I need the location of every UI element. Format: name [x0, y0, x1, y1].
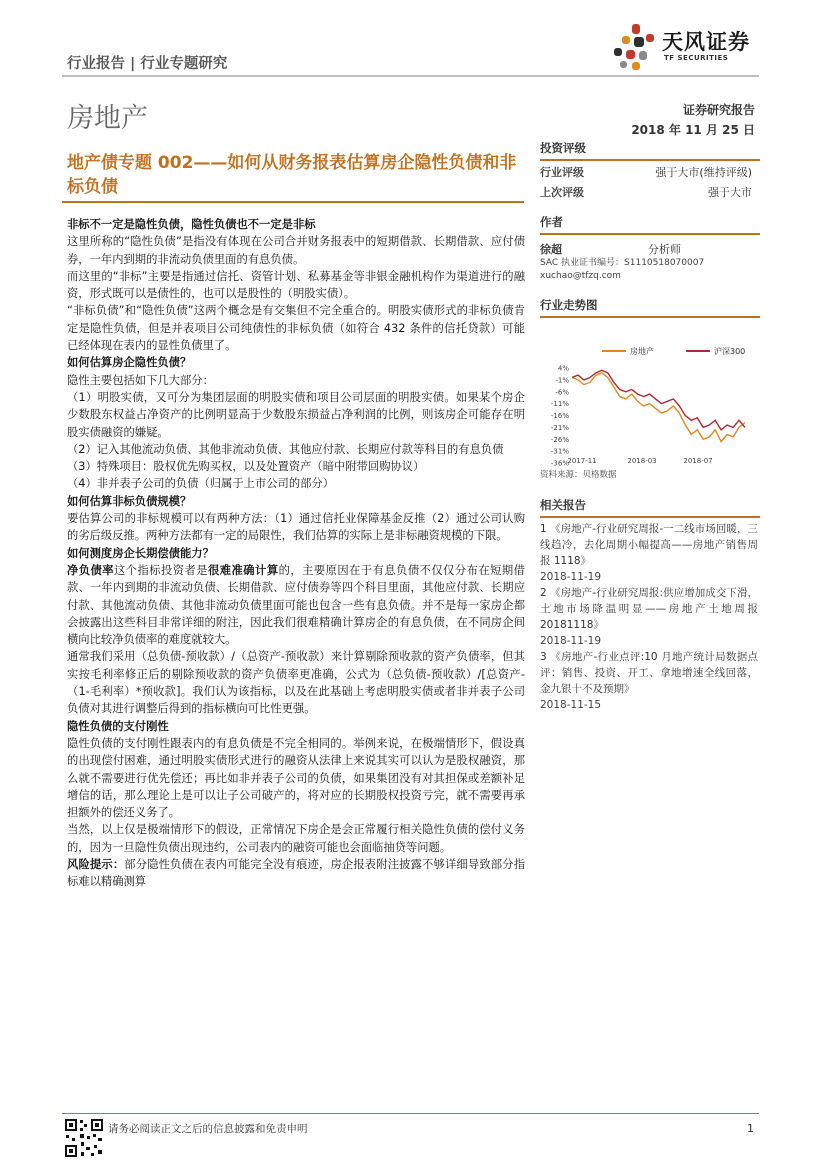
paragraph: （3）特殊项目：股权优先购买权，以及处置资产（暗中附带回购协议）: [67, 460, 425, 474]
report-title: 地产债专题 002——如何从财务报表估算房企隐性负债和非标负债: [67, 153, 517, 197]
risk-warning: [67, 856, 525, 891]
rating-divider: [540, 159, 760, 161]
sector-title: 房地产: [67, 103, 148, 134]
risk-text: 部分隐性负债在表内可能完全没有痕迹，房企报表附注披露不够详细导致部分指标难以精确测算: [67, 857, 525, 889]
footer-disclaimer[interactable]: 请务必阅读正文之后的信息披露和免责申明: [108, 1123, 308, 1135]
author-name: 徐超: [540, 243, 562, 256]
paragraph-text: 这个指标投资者是: [114, 563, 209, 577]
industry-trend-chart: [540, 322, 762, 466]
related-divider: [540, 516, 760, 518]
rating-row: [540, 163, 760, 183]
author-section-title: 作者: [540, 215, 563, 229]
rating-section-title: 投资评级: [540, 141, 586, 155]
chart-section-title: 行业走势图: [540, 298, 598, 312]
chart-divider: [540, 316, 760, 318]
author-name-row: [540, 242, 760, 257]
related-report-date: 2018-11-19: [540, 571, 602, 583]
section-heading: 如何测度房企长期偿债能力？: [67, 546, 214, 560]
brand-logo: [612, 20, 762, 72]
related-report-date: 2018-11-19: [540, 635, 602, 647]
term-bold: 净负债率: [67, 563, 115, 577]
page-number: 1: [747, 1122, 754, 1135]
paragraph: 这里所称的“隐性负债”是指没有体现在公司合并财务报表中的短期借款、长期借款、应付债券，一年内到期的非流动负债里面的有息负债。: [67, 235, 525, 266]
related-report-date: 2018-11-15: [540, 699, 602, 711]
paragraph: [67, 562, 525, 648]
section-heading: 隐性负债的支付刚性: [67, 719, 169, 733]
y-tick-label: -1%: [555, 376, 569, 385]
legend-label: 房地产: [630, 347, 654, 356]
legend-label: 沪深300: [714, 347, 746, 356]
report-type: 证券研究报告: [682, 103, 755, 117]
rating-panel: [540, 140, 760, 203]
author-panel: [540, 214, 760, 283]
paragraph: 要估算公司的非标规模可以有两种方法：（1）通过信托业保障基金反推（2）通过公司认购的劣后级反推。两种方法都有一定的局限性，我们估算的实际上是非标融资规模的下限。: [67, 512, 525, 543]
x-tick-label: 2018-07: [683, 457, 713, 465]
section-heading: 非标不一定是隐性负债，隐性负债也不一定是非标: [67, 218, 316, 231]
paragraph: 通常我们采用（总负债-预收款）/（总资产-预收款）来计算剔除预收款的资产负债率，但其实按毛利率修正后的剔除预收款的资产负债率更准确，公式为（总负债-预收款）/[总资产-（1-毛利率）*预收款]。我们认为该指标，以及在此基础上考虑明股实债或者非并表子公司负债对其进行调整后得到的指标横向可比性更强。: [67, 650, 525, 716]
y-tick-label: -36%: [550, 459, 569, 466]
author-email[interactable]: xuchao@tfzq.com: [540, 271, 621, 281]
y-tick-label: -31%: [550, 447, 569, 456]
report-date: 2018 年 11 月 25 日: [631, 123, 755, 137]
main-body: [67, 216, 525, 891]
brand-name: 天风证券: [662, 30, 750, 54]
author-sac: SAC 执业证书编号：S1110518070007: [540, 258, 705, 268]
author-role: 分析师: [648, 243, 681, 256]
paragraph-text: 的，主要原因在于有息负债不仅仅分布在短期借款、一年内到期的非流动负债、长期借款、应付债券等四个科目里面，其他应付款、长期应付款、其他流动负债、其他非流动负债里面可能也包含一些有息负债。并不是每一家房企都会披露出这些科目非常详细的附注，因此我们很难精确计算房企的有息负债，在不同房企间横向比较净负债率的难度就较大。: [67, 563, 525, 647]
paragraph: 当然，以上仅是极端情形下的假设，正常情况下房企是会正常履行相关隐性负债的偿付义务的，因为一旦隐性负债出现违约，公司表内的融资可能也会面临抽贷等问题。: [67, 823, 525, 854]
paragraph: （2）记入其他流动负债、其他非流动负债、其他应付款、长期应付款等科目的有息负债: [67, 442, 504, 456]
paragraph: “非标负债”和“隐性负债”这两个概念是有交集但不完全重合的。明股实债形式的非标负债肯定是隐性负债，但是并表项目公司纯债性的非标负债（如符合 432 条件的信托贷款）可能已经体现在表内的显性负债里了。: [67, 304, 525, 353]
qr-code-icon: [64, 1118, 104, 1158]
paragraph: （4）非并表子公司的负债（归属于上市公司的部分）: [67, 477, 335, 491]
related-list: [540, 521, 758, 713]
footer-divider: [62, 1113, 759, 1114]
rating-value: 强于大市: [708, 186, 752, 199]
brand-mark-icon: [612, 20, 660, 72]
risk-label: 风险提示：: [67, 857, 125, 871]
related-report-link[interactable]: 1 《房地产-行业研究周报-一二线市场回暖，三线趋冷，去化周期小幅提高——房地产销售周报 1118》: [540, 523, 758, 567]
paragraph: （1）明股实债，又可分为集团层面的明股实债和项目公司层面的明股实债。如果某个房企少数股东权益占净资产的比例明显高于少数股东损益占净利润的比例，则该房企可能存在明股实债融资的嫌疑。: [67, 390, 525, 439]
related-report-link[interactable]: 3 《房地产-行业点评:10 月地产统计局数据点评：销售、投资、开工、拿地增速全线回落，金九银十不及预期》: [540, 651, 758, 695]
paragraph: 隐性主要包括如下几大部分：: [67, 373, 214, 387]
x-tick-label: 2018-03: [627, 457, 657, 465]
section-heading: 如何估算非标负债规模？: [67, 494, 192, 508]
title-divider: [62, 201, 524, 203]
author-divider: [540, 233, 760, 235]
series-line: [572, 370, 745, 429]
chart-svg: [540, 322, 762, 466]
y-tick-label: -26%: [550, 435, 569, 444]
y-tick-label: -11%: [550, 400, 569, 409]
rating-value: 强于大市(维持评级): [655, 166, 752, 179]
related-section-title: 相关报告: [540, 498, 586, 512]
related-report-link[interactable]: 2 《房地产-行业研究周报:供应增加成交下滑，土地市场降温明显——房地产土地周报 20181118》: [540, 587, 758, 631]
related-panel: [540, 497, 760, 713]
rating-label: 上次评级: [540, 186, 584, 199]
term-bold: 很难准确计算: [208, 563, 279, 577]
x-tick-label: 2017-11: [567, 457, 597, 465]
y-tick-label: -16%: [550, 412, 569, 420]
rating-row: [540, 183, 760, 203]
breadcrumb: 行业报告 | 行业专题研究: [67, 56, 228, 72]
y-tick-label: -6%: [555, 388, 569, 397]
series-line: [572, 373, 745, 442]
brand-subname: TF SECURITIES: [664, 54, 729, 62]
chart-source: 资料来源：贝格数据: [540, 470, 617, 480]
y-tick-label: 4%: [557, 364, 569, 373]
paragraph: 隐性负债的支付刚性跟表内的有息负债是不完全相同的。举例来说，在极端情形下，假设真的出现偿付困难，通过明股实债形式进行的融资从法律上来说其实可以认为是股权融资，那么就不需要进行优先偿还；再比如非并表子公司的负债，如果集团没有对其担保或差额补足增信的话，那么理论上是可以让子公司破产的，将对应的长期股权投资亏完，就不需要再承担额外的偿还义务了。: [67, 736, 525, 820]
section-heading: 如何估算房企隐性负债？: [67, 356, 192, 370]
paragraph: 而这里的“非标”主要是指通过信托、资管计划、私募基金等非银金融机构作为渠道进行的融资，形式既可以是债性的，也可以是股性的（明股实债）。: [67, 269, 525, 301]
y-tick-label: -21%: [550, 423, 569, 432]
header-divider: [62, 75, 759, 77]
chart-panel: [540, 297, 760, 480]
rating-label: 行业评级: [540, 166, 584, 179]
